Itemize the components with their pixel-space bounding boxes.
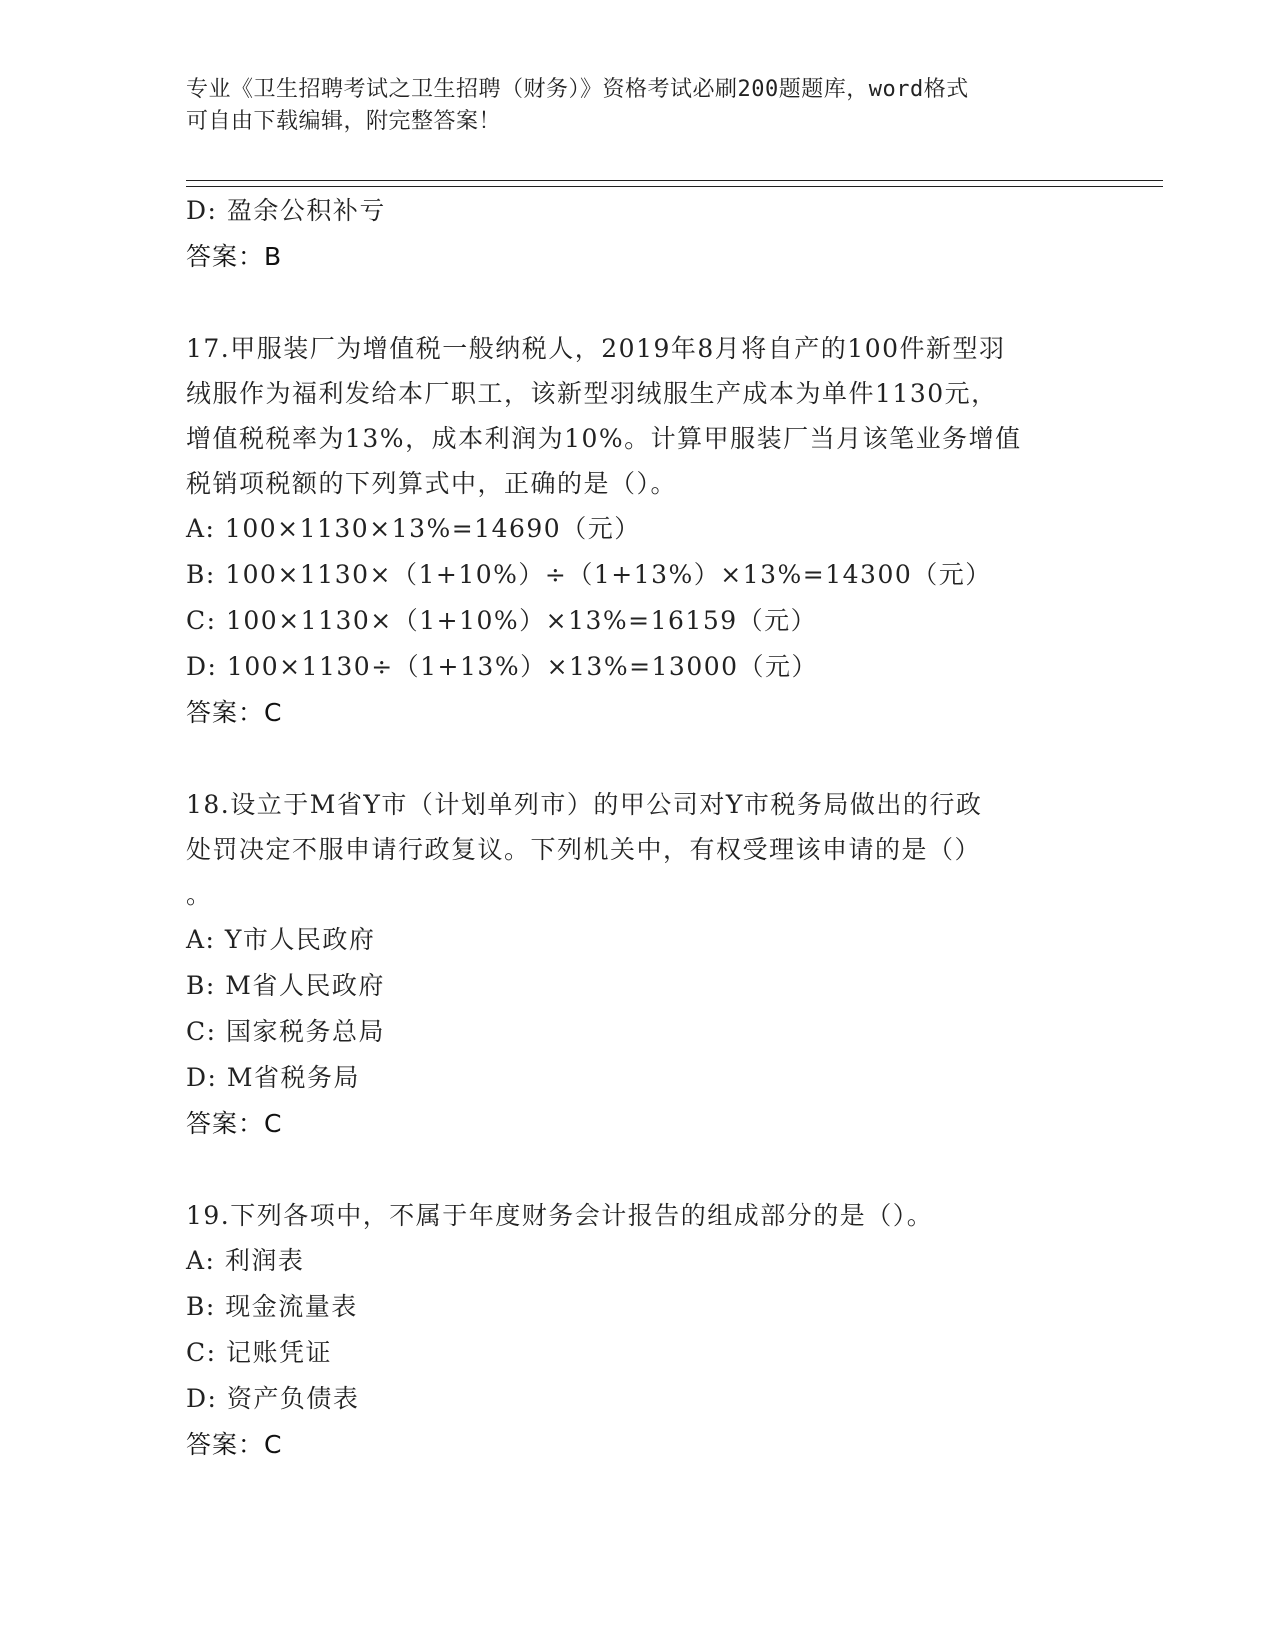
answer: 答案：C xyxy=(186,698,283,727)
question-stem-line: 。 xyxy=(186,880,213,909)
option-d: D: 100×1130÷（1+13%）×13%=13000（元） xyxy=(186,652,819,681)
spacer xyxy=(186,280,1086,326)
question-stem-line: 绒服作为福利发给本厂职工，该新型羽绒服生产成本为单件1130元， xyxy=(186,379,998,408)
answer: 答案：C xyxy=(186,1109,283,1138)
question-stem-line: 税销项税额的下列算式中，正确的是（）。 xyxy=(186,469,678,498)
option-d: D: 资产负债表 xyxy=(186,1384,360,1413)
question-stem-line: 增值税税率为13%，成本利润为10%。计算甲服装厂当月该笔业务增值 xyxy=(186,424,1022,453)
answer: 答案：C xyxy=(186,1430,283,1459)
question-stem-line: 17.甲服装厂为增值税一般纳税人，2019年8月将自产的100件新型羽 xyxy=(186,334,1006,363)
header-rule-bottom xyxy=(186,186,1163,187)
option-d: D: 盈余公积补亏 xyxy=(186,196,386,225)
spacer xyxy=(186,736,1086,782)
previous-question-tail xyxy=(186,188,1086,280)
question-stem-line: 19.下列各项中，不属于年度财务会计报告的组成部分的是（）。 xyxy=(186,1201,934,1230)
question-stem-line: 处罚决定不服申请行政复议。下列机关中，有权受理该申请的是（） xyxy=(186,835,982,864)
question-19 xyxy=(186,1193,1086,1468)
option-b: B: 100×1130×（1+10%）÷（1+13%）×13%=14300（元） xyxy=(186,560,992,589)
option-a: A: Y市人民政府 xyxy=(186,925,376,954)
option-c: C: 国家税务总局 xyxy=(186,1017,385,1046)
question-17 xyxy=(186,326,1086,736)
document-body xyxy=(186,188,1086,1468)
option-a: A: 利润表 xyxy=(186,1246,305,1275)
page-header xyxy=(186,74,1066,138)
option-a: A: 100×1130×13%=14690（元） xyxy=(186,514,641,543)
option-c: C: 100×1130×（1+10%）×13%=16159（元） xyxy=(186,606,818,635)
spacer xyxy=(186,1147,1086,1193)
header-line-2: 可自由下载编辑，附完整答案！ xyxy=(186,109,502,134)
question-18 xyxy=(186,782,1086,1147)
header-line-1: 专业《卫生招聘考试之卫生招聘（财务）》资格考试必刷200题题库，word格式 xyxy=(186,77,969,102)
option-b: B: 现金流量表 xyxy=(186,1292,358,1321)
option-d: D: M省税务局 xyxy=(186,1063,361,1092)
header-rule-top xyxy=(186,180,1163,181)
answer: 答案：B xyxy=(186,242,283,271)
question-stem-line: 18.设立于M省Y市（计划单列市）的甲公司对Y市税务局做出的行政 xyxy=(186,790,983,819)
option-b: B: M省人民政府 xyxy=(186,971,385,1000)
option-c: C: 记账凭证 xyxy=(186,1338,332,1367)
